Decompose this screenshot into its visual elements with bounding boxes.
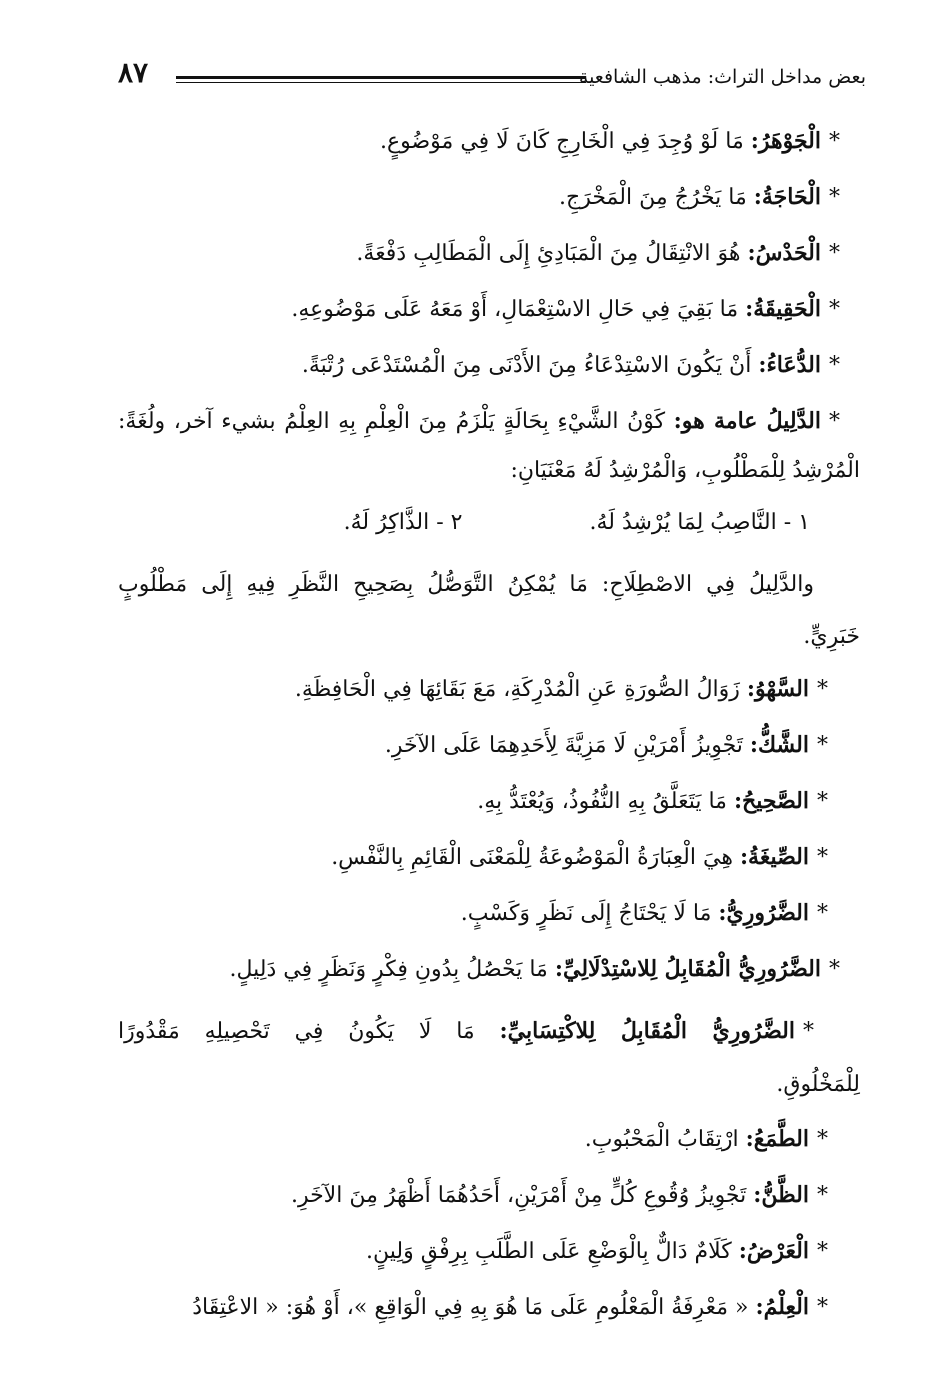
entry-daruri-iktisabi: *الضَّرُورِيُّ الْمُقَابِلُ لِلاكْتِسَابِيِّ: مَا لَا يَكُونُ فِي تَحْصِيلِهِ مَقْدُورًا: [118, 1018, 814, 1044]
entry-haja: *الْحَاجَةُ: مَا يَخْرُجُ مِنَ الْمَخْرَجِ.: [559, 184, 840, 210]
entry-sahw: *السَّهْوُ: زَوَالُ الصُّورَةِ عَنِ الْمُدْرِكَةِ، مَعَ بَقَائِهَا فِي الْحَافِظَةِ.: [294, 676, 828, 702]
header-title: بعض مداخل التراث: مذهب الشافعية: [578, 66, 866, 88]
entry-haqiqa: *الْحَقِيقَةُ: مَا بَقِيَ فِي حَالِ الاسْتِعْمَالِ، أَوْ مَعَهُ عَلَى مَوْضُوعِهِ.: [291, 296, 840, 322]
daleel-item-1: ١ - النَّاصِبُ لِمَا يُرْشِدُ لَهُ.: [589, 510, 810, 535]
page-number: ٨٧: [118, 56, 149, 89]
header-rule: [176, 76, 586, 79]
entry-sahih: *الصَّحِيحُ: مَا يَتَعَلَّقُ بِهِ النُّفُوذُ، وَيُعْتَدُّ بِهِ.: [477, 788, 828, 814]
running-header: [118, 56, 866, 96]
entry-dua: *الدُّعَاءُ: أَنْ يَكُونَ الاسْتِدْعَاءُ مِنَ الأَدْنَى مِنَ الْمُسْتَدْعَى رُتْبَةً.: [301, 352, 840, 378]
entry-jawhar: *الْجَوْهَرُ: مَا لَوْ وُجِدَ فِي الْخَارِجِ كَانَ لَا فِي مَوْضُوعٍ.: [380, 128, 840, 154]
entry-hads: *الْحَدْسُ: هُوَ الانْتِقَالُ مِنَ الْمَبَادِئِ إِلَى الْمَطَالِبِ دَفْعَةً.: [356, 240, 840, 266]
daleel-istilah-cont: خَبَرِيٍّ.: [803, 624, 860, 649]
entry-zann: *الظَّنُّ: تَجْوِيزُ وُقُوعِ كُلٍّ مِنْ أَمْرَيْنِ، أَحَدُهُمَا أَظْهَرُ مِنَ الآخَرِ.: [290, 1182, 828, 1208]
entry-tama: *الطَّمَعُ: ارْتِقَابُ الْمَحْبُوبِ.: [584, 1126, 828, 1152]
entry-daleel-cont: الْمُرْشِدُ لِلْمَطْلُوبِ، وَالْمُرْشِدُ لَهُ مَعْنَيَانِ:: [510, 458, 860, 483]
entry-daruri-iktisabi-cont: لِلْمَخْلُوقِ.: [776, 1072, 860, 1097]
entry-ilm: *الْعِلْمُ: « مَعْرِفَةُ الْمَعْلُومِ عَلَى مَا هُوَ بِهِ فِي الْوَاقِعِ »، أَوْ هُوَ: « الاعْتِقَادُ: [192, 1294, 828, 1320]
entry-daruri: *الضَّرُورِيُّ: مَا لَا يَحْتَاجُ إِلَى نَظَرٍ وَكَسْبٍ.: [460, 900, 828, 926]
daleel-istilah: والدَّلِيلُ فِي الاصْطِلَاحِ: مَا يُمْكِنُ التَّوَصُّلُ بِصَحِيحِ النَّظَرِ فِيهِ إِلَى مَطْلُوبٍ: [118, 572, 814, 597]
entry-ard: *الْعَرْضُ: كَلَامٌ دَالٌّ بِالْوَضْعِ عَلَى الطَّلَبِ بِرِفْقٍ وَلِينٍ.: [366, 1238, 828, 1264]
daleel-item-2: ٢ - الذَّاكِرُ لَهُ.: [343, 510, 463, 535]
entry-shakk: *الشَّكُّ: تَجْوِيزُ أَمْرَيْنِ لَا مَزِيَّةَ لِأَحَدِهِمَا عَلَى الآخَرِ.: [384, 732, 828, 758]
entry-daruri-istidlali: *الضَّرُورِيُّ الْمُقَابِلُ لِلاسْتِدْلَالِيِّ: مَا يَحْصُلُ بِدُونِ فِكْرٍ وَنَظَرٍ فِي دَلِيلٍ.: [229, 956, 840, 982]
daleel-items: [344, 510, 810, 535]
entry-daleel: *الدَّلِيلُ عامة هو: كَوْنُ الشَّيْءِ بِحَالَةٍ يَلْزَمُ مِنَ الْعِلْمِ بِهِ العِلْمُ بشيء آخر، ولُغَةً:: [118, 408, 840, 434]
entry-sigha: *الصِّيغَةُ: هِيَ الْعِبَارَةُ الْمَوْضُوعَةُ لِلْمَعْنَى الْقَائِمِ بِالنَّفْسِ.: [331, 844, 828, 870]
